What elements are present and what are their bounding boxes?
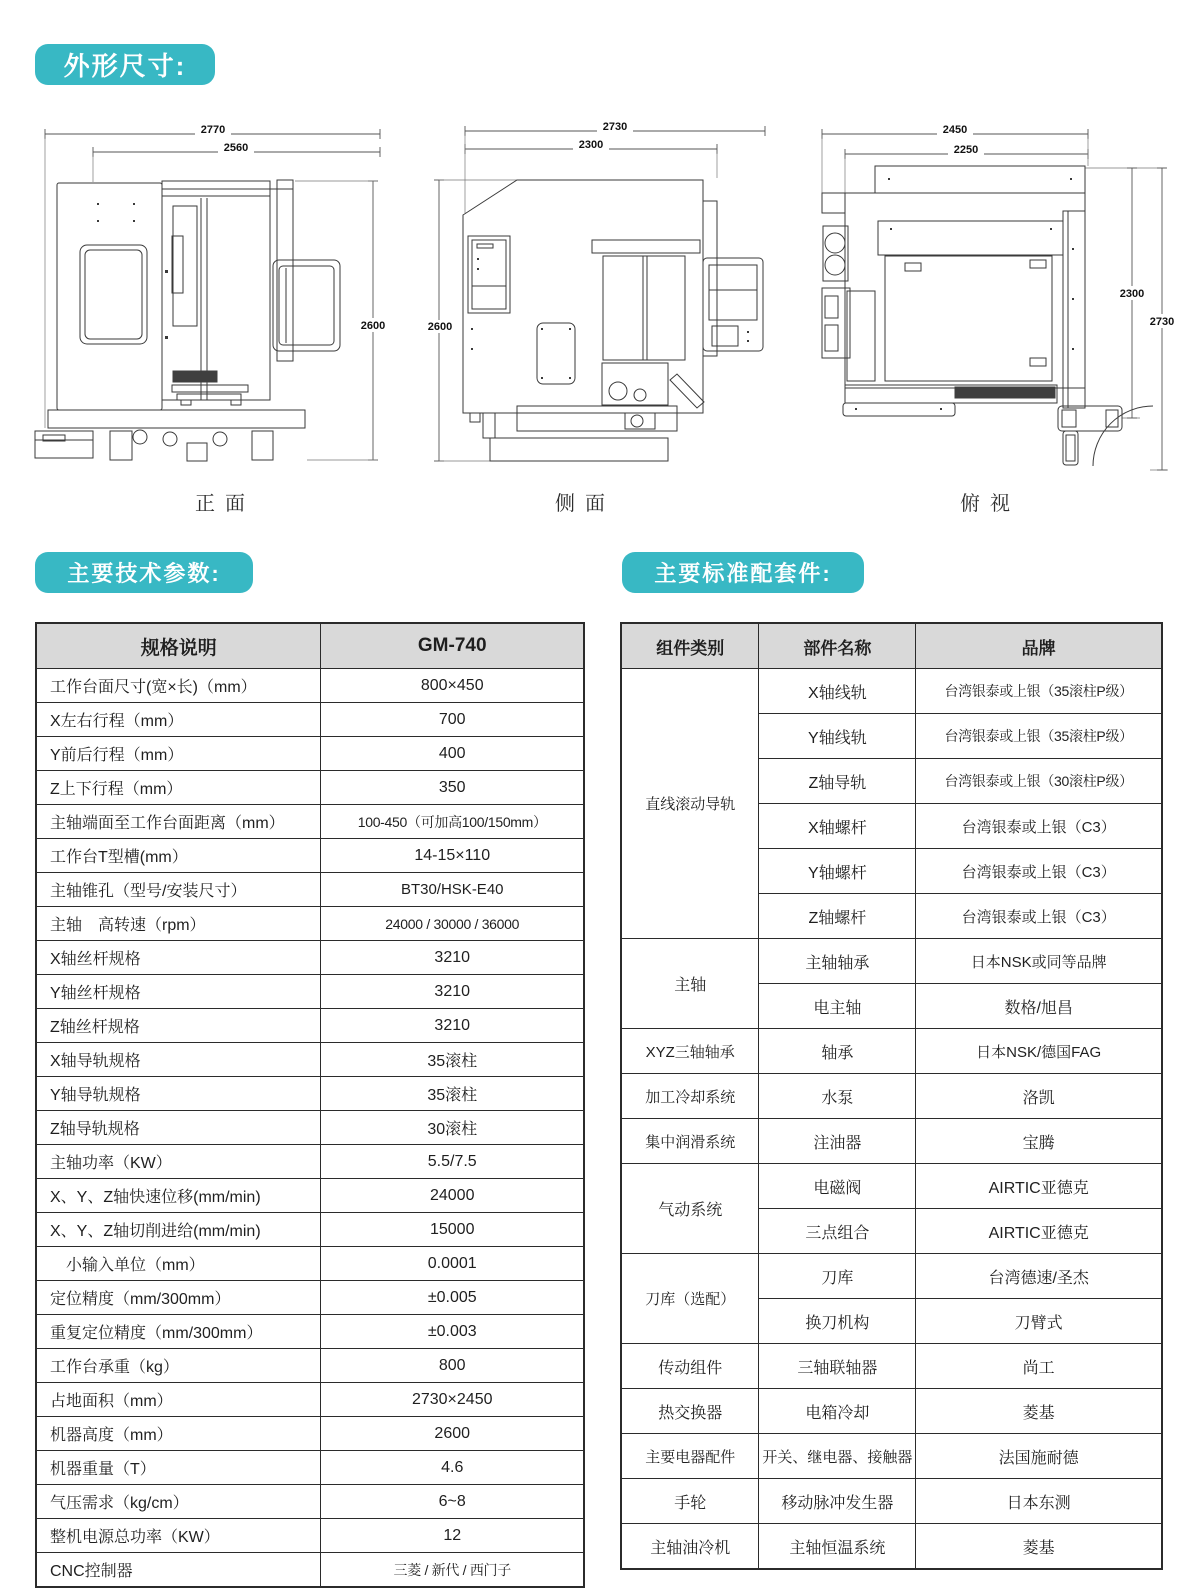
spec-value: 4.6 <box>321 1451 584 1485</box>
spec-row <box>36 805 584 839</box>
parts-brand: 台湾银泰或上银（C3） <box>916 849 1162 894</box>
spec-row <box>36 1281 584 1315</box>
parts-table <box>620 622 1163 1570</box>
spec-row <box>36 1179 584 1213</box>
parts-name: 水泵 <box>759 1074 916 1119</box>
parts-brand: 法国施耐德 <box>916 1434 1162 1479</box>
parts-category: 直线滚动导轨 <box>621 669 759 939</box>
spec-row <box>36 737 584 771</box>
spec-label: 机器重量（T） <box>36 1451 321 1485</box>
top-view-drawing <box>810 118 1190 490</box>
parts-row <box>621 1344 1162 1389</box>
parts-category: 主轴 <box>621 939 759 1029</box>
parts-name: 注油器 <box>759 1119 916 1164</box>
spec-value: 3210 <box>321 975 584 1009</box>
parts-category: 手轮 <box>621 1479 759 1524</box>
parts-header-name: 部件名称 <box>759 623 916 669</box>
spec-row <box>36 1043 584 1077</box>
spec-row <box>36 1417 584 1451</box>
parts-row <box>621 1029 1162 1074</box>
front-dim-width-outer: 2770 <box>200 124 226 136</box>
spec-label: X轴丝杆规格 <box>36 941 321 975</box>
parts-name: 电主轴 <box>759 984 916 1029</box>
dimensions-section-badge: 外形尺寸: <box>35 44 215 85</box>
parts-brand: 宝腾 <box>916 1119 1162 1164</box>
parts-row <box>621 1119 1162 1164</box>
spec-value: 24000 / 30000 / 36000 <box>321 907 584 941</box>
spec-label: 工作台T型槽(mm） <box>36 839 321 873</box>
spec-table <box>35 622 585 1588</box>
parts-brand: 台湾银泰或上银（C3） <box>916 804 1162 849</box>
spec-header-label: 规格说明 <box>36 623 321 669</box>
spec-row <box>36 703 584 737</box>
spec-label: X左右行程（mm） <box>36 703 321 737</box>
side-dim-height: 2600 <box>427 321 453 333</box>
spec-value: 2730×2450 <box>321 1383 584 1417</box>
spec-label: 定位精度（mm/300mm） <box>36 1281 321 1315</box>
spec-row <box>36 1111 584 1145</box>
spec-value: 800 <box>321 1349 584 1383</box>
spec-value: 6~8 <box>321 1485 584 1519</box>
accessories-section-badge: 主要标准配套件: <box>622 552 864 593</box>
parts-row <box>621 1164 1162 1209</box>
parts-brand: 日本东测 <box>916 1479 1162 1524</box>
parts-header-category: 组件类别 <box>621 623 759 669</box>
spec-label: 工作台承重（kg） <box>36 1349 321 1383</box>
parts-brand: 洛凯 <box>916 1074 1162 1119</box>
top-dim-width-inner: 2250 <box>953 144 979 156</box>
parts-brand: 台湾银泰或上银（35滚柱P级） <box>916 714 1162 759</box>
spec-label: 主轴端面至工作台面距离（mm） <box>36 805 321 839</box>
spec-value: ±0.003 <box>321 1315 584 1349</box>
parts-brand: 刀臂式 <box>916 1299 1162 1344</box>
top-view-caption: 俯视 <box>960 493 1020 515</box>
spec-label: 占地面积（mm） <box>36 1383 321 1417</box>
parts-category: 气动系统 <box>621 1164 759 1254</box>
parts-category: 传动组件 <box>621 1344 759 1389</box>
spec-value: 3210 <box>321 1009 584 1043</box>
parts-row <box>621 1479 1162 1524</box>
spec-row <box>36 975 584 1009</box>
side-dim-depth-outer: 2730 <box>602 121 628 133</box>
spec-label: 重复定位精度（mm/300mm） <box>36 1315 321 1349</box>
parts-name: Y轴线轨 <box>759 714 916 759</box>
spec-label: 主轴 高转速（rpm） <box>36 907 321 941</box>
parts-row <box>621 1254 1162 1299</box>
specs-section-badge: 主要技术参数: <box>35 552 253 593</box>
parts-name: X轴线轨 <box>759 669 916 714</box>
parts-name: X轴螺杆 <box>759 804 916 849</box>
spec-row <box>36 1553 584 1588</box>
spec-value: 24000 <box>321 1179 584 1213</box>
spec-label: 机器高度（mm） <box>36 1417 321 1451</box>
parts-brand: AIRTIC亚德克 <box>916 1209 1162 1254</box>
spec-value: 三菱 / 新代 / 西门子 <box>321 1553 584 1588</box>
spec-value: 350 <box>321 771 584 805</box>
parts-category: XYZ三轴轴承 <box>621 1029 759 1074</box>
front-dim-width-inner: 2560 <box>223 142 249 154</box>
spec-row <box>36 1145 584 1179</box>
parts-brand: 台湾德速/圣杰 <box>916 1254 1162 1299</box>
spec-value: 5.5/7.5 <box>321 1145 584 1179</box>
parts-row <box>621 1434 1162 1479</box>
spec-label: Y前后行程（mm） <box>36 737 321 771</box>
spec-label: 工作台面尺寸(宽×长)（mm） <box>36 669 321 703</box>
parts-row <box>621 1524 1162 1570</box>
spec-row <box>36 1451 584 1485</box>
spec-label: 小输入单位（mm） <box>36 1247 321 1281</box>
parts-name: 三轴联轴器 <box>759 1344 916 1389</box>
parts-name: 移动脉冲发生器 <box>759 1479 916 1524</box>
parts-name: 电箱冷却 <box>759 1389 916 1434</box>
parts-category: 主要电器配件 <box>621 1434 759 1479</box>
spec-value: ±0.005 <box>321 1281 584 1315</box>
parts-table-body <box>621 669 1162 1570</box>
parts-name: 开关、继电器、接触器 <box>759 1434 916 1479</box>
parts-brand: 日本NSK或同等品牌 <box>916 939 1162 984</box>
parts-name: 主轴恒温系统 <box>759 1524 916 1570</box>
spec-label: CNC控制器 <box>36 1553 321 1588</box>
front-view-caption: 正面 <box>195 493 255 515</box>
parts-name: Z轴导轨 <box>759 759 916 804</box>
spec-row <box>36 1247 584 1281</box>
spec-label: Z上下行程（mm） <box>36 771 321 805</box>
top-dim-depth-outer: 2730 <box>1149 316 1175 328</box>
top-dim-depth-inner: 2300 <box>1119 288 1145 300</box>
spec-value: 12 <box>321 1519 584 1553</box>
parts-name: 换刀机构 <box>759 1299 916 1344</box>
spec-value: 14-15×110 <box>321 839 584 873</box>
parts-header-brand: 品牌 <box>916 623 1162 669</box>
spec-value: BT30/HSK-E40 <box>321 873 584 907</box>
parts-name: Y轴螺杆 <box>759 849 916 894</box>
parts-category: 加工冷却系统 <box>621 1074 759 1119</box>
spec-row <box>36 771 584 805</box>
spec-row <box>36 839 584 873</box>
spec-value: 2600 <box>321 1417 584 1451</box>
parts-row <box>621 1389 1162 1434</box>
spec-value: 35滚柱 <box>321 1043 584 1077</box>
spec-value: 700 <box>321 703 584 737</box>
parts-row <box>621 939 1162 984</box>
side-dim-depth-inner: 2300 <box>578 139 604 151</box>
spec-label: 气压需求（kg/cm） <box>36 1485 321 1519</box>
spec-value: 15000 <box>321 1213 584 1247</box>
spec-label: Z轴丝杆规格 <box>36 1009 321 1043</box>
spec-table-body <box>36 669 584 1588</box>
parts-brand: AIRTIC亚德克 <box>916 1164 1162 1209</box>
parts-row <box>621 1074 1162 1119</box>
spec-label: Y轴丝杆规格 <box>36 975 321 1009</box>
spec-header-row <box>36 623 584 669</box>
spec-label: X轴导轨规格 <box>36 1043 321 1077</box>
spec-value: 3210 <box>321 941 584 975</box>
spec-row <box>36 1213 584 1247</box>
spec-row <box>36 873 584 907</box>
spec-row <box>36 669 584 703</box>
spec-label: 主轴功率（KW） <box>36 1145 321 1179</box>
spec-label: Y轴导轨规格 <box>36 1077 321 1111</box>
spec-row <box>36 1315 584 1349</box>
spec-label: 整机电源总功率（KW） <box>36 1519 321 1553</box>
spec-row <box>36 1349 584 1383</box>
parts-header-row <box>621 623 1162 669</box>
spec-value: 800×450 <box>321 669 584 703</box>
spec-row <box>36 1519 584 1553</box>
spec-label: X、Y、Z轴快速位移(mm/min) <box>36 1179 321 1213</box>
front-view-drawing <box>35 118 420 480</box>
parts-row <box>621 669 1162 714</box>
spec-value: 100-450（可加高100/150mm） <box>321 805 584 839</box>
spec-row <box>36 1383 584 1417</box>
parts-name: 三点组合 <box>759 1209 916 1254</box>
parts-brand: 日本NSK/德国FAG <box>916 1029 1162 1074</box>
parts-category: 热交换器 <box>621 1389 759 1434</box>
spec-value: 400 <box>321 737 584 771</box>
parts-category: 集中润滑系统 <box>621 1119 759 1164</box>
parts-name: 电磁阀 <box>759 1164 916 1209</box>
top-dim-width-outer: 2450 <box>942 124 968 136</box>
spec-row <box>36 941 584 975</box>
spec-row <box>36 1077 584 1111</box>
parts-name: Z轴螺杆 <box>759 894 916 939</box>
spec-value: 0.0001 <box>321 1247 584 1281</box>
spec-row <box>36 1009 584 1043</box>
spec-row <box>36 1485 584 1519</box>
spec-value: 30滚柱 <box>321 1111 584 1145</box>
parts-brand: 数格/旭昌 <box>916 984 1162 1029</box>
spec-label: X、Y、Z轴切削进给(mm/min) <box>36 1213 321 1247</box>
parts-category: 刀库（选配） <box>621 1254 759 1344</box>
spec-value: 35滚柱 <box>321 1077 584 1111</box>
parts-brand: 台湾银泰或上银（35滚柱P级） <box>916 669 1162 714</box>
spec-label: 主轴锥孔（型号/安装尺寸） <box>36 873 321 907</box>
parts-name: 轴承 <box>759 1029 916 1074</box>
front-dim-height: 2600 <box>360 320 386 332</box>
parts-category: 主轴油冷机 <box>621 1524 759 1570</box>
spec-label: Z轴导轨规格 <box>36 1111 321 1145</box>
parts-brand: 台湾银泰或上银（C3） <box>916 894 1162 939</box>
parts-brand: 尚工 <box>916 1344 1162 1389</box>
parts-name: 刀库 <box>759 1254 916 1299</box>
parts-brand: 菱基 <box>916 1524 1162 1570</box>
side-view-caption: 侧面 <box>555 493 615 515</box>
spec-row <box>36 907 584 941</box>
parts-brand: 菱基 <box>916 1389 1162 1434</box>
parts-brand: 台湾银泰或上银（30滚柱P级） <box>916 759 1162 804</box>
spec-header-model: GM-740 <box>321 623 584 669</box>
side-view-drawing <box>425 118 810 480</box>
parts-name: 主轴轴承 <box>759 939 916 984</box>
